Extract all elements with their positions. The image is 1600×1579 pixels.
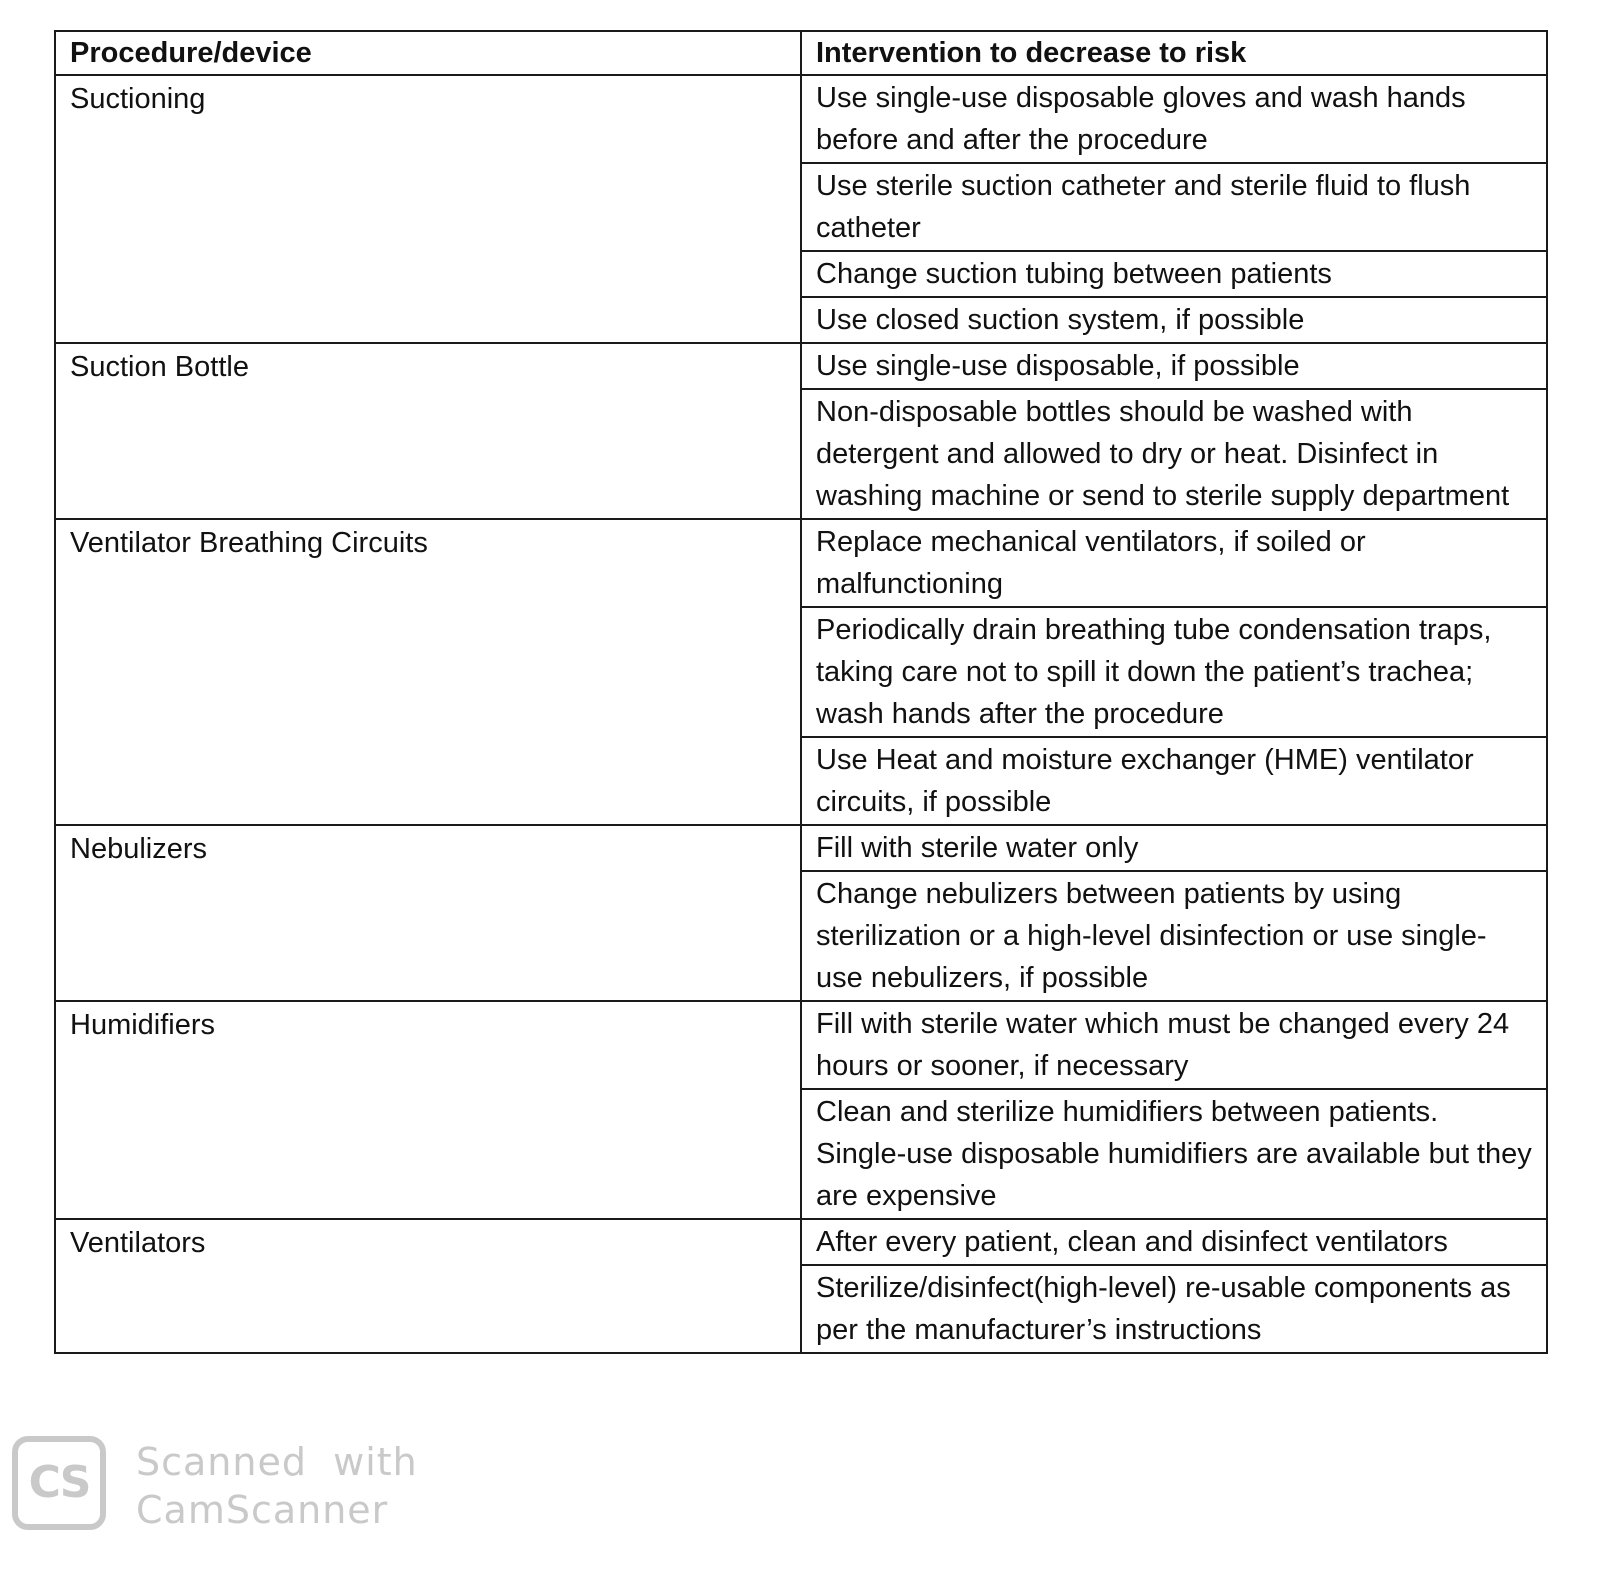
intervention-cell: Fill with sterile water which must be changed every 24 hours or sooner, if necessary bbox=[801, 1001, 1547, 1089]
infection-control-table-container bbox=[54, 30, 1546, 1354]
watermark-text bbox=[136, 1438, 418, 1534]
intervention-cell: Use Heat and moisture exchanger (HME) ventilator circuits, if possible bbox=[801, 737, 1547, 825]
intervention-cell: Use single-use disposable, if possible bbox=[801, 343, 1547, 389]
intervention-cell: Replace mechanical ventilators, if soiled or malfunctioning bbox=[801, 519, 1547, 607]
intervention-cell: Use sterile suction catheter and sterile fluid to flush catheter bbox=[801, 163, 1547, 251]
intervention-cell: Clean and sterilize humidifiers between patients. Single-use disposable humidifiers are available but they are expensive bbox=[801, 1089, 1547, 1219]
procedure-cell-suction-bottle: Suction Bottle bbox=[55, 343, 801, 519]
camscanner-watermark bbox=[12, 1436, 418, 1536]
intervention-cell: Sterilize/disinfect(high-level) re-usable components as per the manufacturer’s instructions bbox=[801, 1265, 1547, 1353]
header-procedure: Procedure/device bbox=[55, 31, 801, 75]
procedure-cell-humidifiers: Humidifiers bbox=[55, 1001, 801, 1219]
table-header-row bbox=[55, 31, 1547, 75]
intervention-cell: Periodically drain breathing tube condensation traps, taking care not to spill it down the patient’s trachea; wash hands after the procedure bbox=[801, 607, 1547, 737]
infection-control-table bbox=[54, 30, 1548, 1354]
intervention-cell: Change suction tubing between patients bbox=[801, 251, 1547, 297]
watermark-line-1: Scanned with bbox=[136, 1440, 418, 1484]
procedure-cell-ventilator-breathing-circuits: Ventilator Breathing Circuits bbox=[55, 519, 801, 825]
procedure-cell-ventilators: Ventilators bbox=[55, 1219, 801, 1353]
table-row bbox=[55, 825, 1547, 871]
table-row bbox=[55, 519, 1547, 607]
table-row bbox=[55, 75, 1547, 163]
procedure-cell-nebulizers: Nebulizers bbox=[55, 825, 801, 1001]
camscanner-logo-icon: CS bbox=[12, 1436, 106, 1530]
table-row bbox=[55, 1219, 1547, 1265]
procedure-cell-suctioning: Suctioning bbox=[55, 75, 801, 343]
intervention-cell: Non-disposable bottles should be washed with detergent and allowed to dry or heat. Disinfect in washing machine or send to sterile supply department bbox=[801, 389, 1547, 519]
intervention-cell: Use single-use disposable gloves and wash hands before and after the procedure bbox=[801, 75, 1547, 163]
table-row bbox=[55, 1001, 1547, 1089]
watermark-line-2: CamScanner bbox=[136, 1488, 389, 1532]
header-intervention: Intervention to decrease to risk bbox=[801, 31, 1547, 75]
intervention-cell: Change nebulizers between patients by using sterilization or a high-level disinfection or use single-use nebulizers, if possible bbox=[801, 871, 1547, 1001]
intervention-cell: Fill with sterile water only bbox=[801, 825, 1547, 871]
intervention-cell: After every patient, clean and disinfect ventilators bbox=[801, 1219, 1547, 1265]
table-row bbox=[55, 343, 1547, 389]
intervention-cell: Use closed suction system, if possible bbox=[801, 297, 1547, 343]
